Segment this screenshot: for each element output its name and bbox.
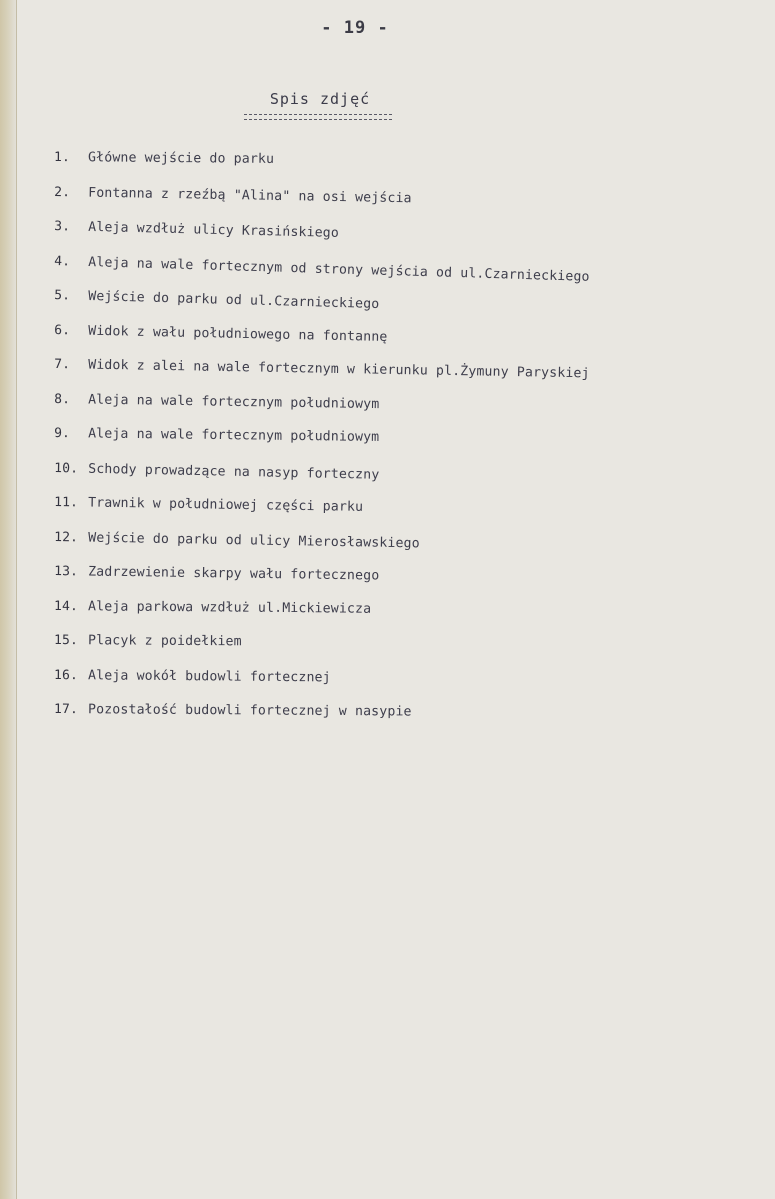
list-item-text: Fontanna z rzeźbą "Alina" na osi wejścia: [88, 185, 412, 206]
list-item-number: 17.: [54, 702, 79, 718]
list-item-number: 10.: [54, 460, 79, 477]
list-item-text: Wejście do parku od ulicy Mierosławskiego: [88, 530, 420, 551]
photo-list: [54, 150, 754, 737]
list-item-text: Pozostałość budowli fortecznej w nasypie: [88, 702, 412, 720]
list-item-text: Aleja na wale fortecznym od strony wejścia od ul.Czarnieckiego: [88, 254, 590, 285]
list-item-number: 14.: [54, 598, 79, 614]
list-item-text: Główne wejście do parku: [88, 150, 275, 167]
list-item: [54, 633, 754, 672]
list-item-number: 7.: [54, 357, 71, 373]
list-item-number: 5.: [54, 288, 71, 304]
list-item-number: 9.: [54, 426, 71, 442]
list-item-number: 11.: [54, 495, 79, 511]
list-item-number: 13.: [54, 564, 79, 580]
list-item-number: 12.: [54, 529, 79, 545]
list-item: [54, 702, 754, 741]
list-item-number: 2.: [54, 184, 71, 200]
list-item-text: Widok z wału południowego na fontannę: [88, 323, 388, 345]
list-item-number: 16.: [54, 667, 79, 683]
list-item-text: Schody prowadzące na nasyp forteczny: [88, 461, 380, 483]
page-title: Spis zdjęć: [269, 90, 371, 108]
list-item-text: Aleja parkowa wzdłuż ul.Mickiewicza: [88, 598, 372, 617]
list-item-text: Aleja wokół budowli fortecznej: [88, 667, 331, 685]
list-item-number: 8.: [54, 391, 71, 407]
list-item-text: Placyk z poidełkiem: [88, 633, 242, 650]
page-number: - 19 -: [321, 18, 389, 38]
list-item-number: 15.: [54, 633, 79, 649]
list-item-text: Zadrzewienie skarpy wału fortecznego: [88, 564, 380, 584]
list-item-text: Wejście do parku od ul.Czarnieckiego: [88, 288, 380, 313]
list-item-number: 4.: [54, 253, 71, 269]
page-binding-edge: [0, 0, 17, 1199]
list-item-text: Trawnik w południowej części parku: [88, 495, 364, 515]
list-item-text: Aleja na wale fortecznym południowym: [88, 426, 380, 445]
list-item-number: 6.: [54, 322, 71, 338]
list-item-text: Widok z alei na wale fortecznym w kierunku pl.Żymuny Paryskiej: [88, 357, 590, 382]
list-item-text: Aleja wzdłuż ulicy Krasińskiego: [88, 219, 340, 241]
list-item-number: 3.: [54, 219, 71, 235]
list-item-text: Aleja na wale fortecznym południowym: [88, 392, 380, 412]
title-underline: [244, 114, 392, 120]
list-item: [54, 150, 754, 191]
list-item-number: 1.: [54, 150, 71, 166]
